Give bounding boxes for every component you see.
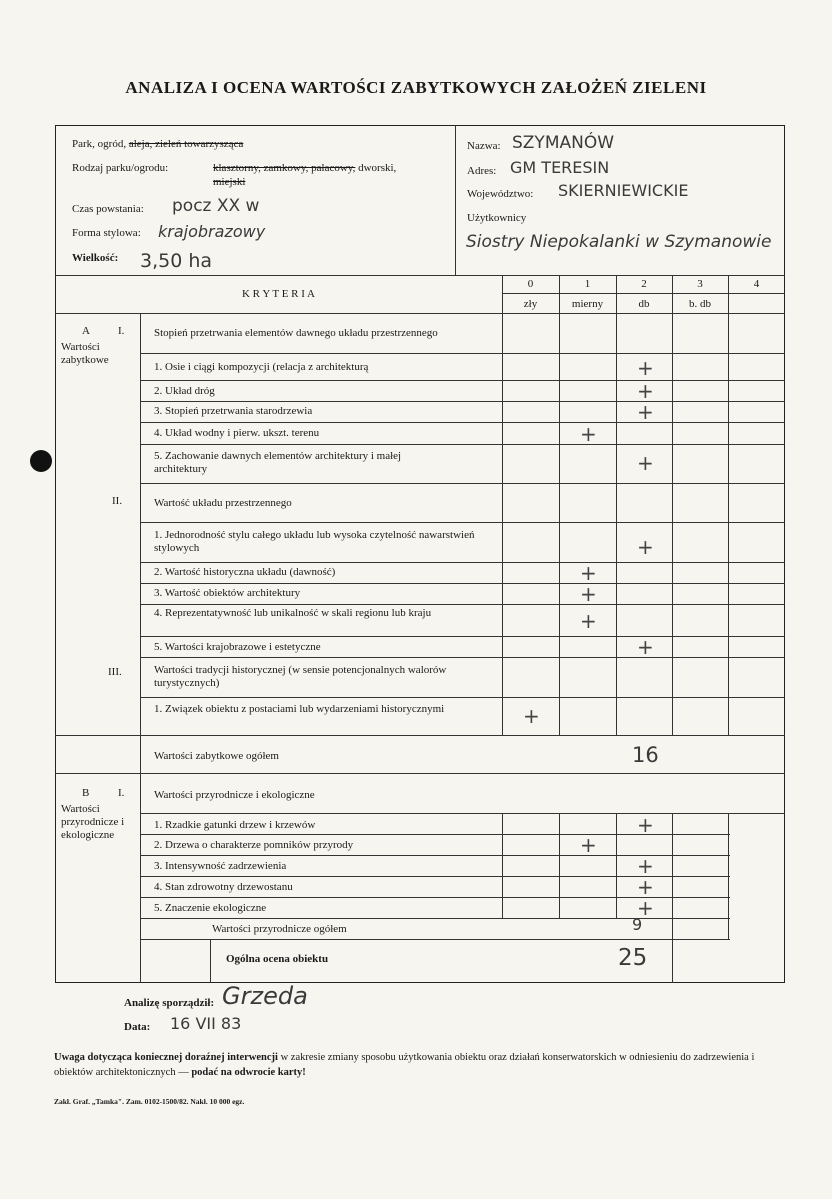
a2-heading: Wartość układu przestrzennego (154, 497, 292, 509)
rating-mark-b-4: + (637, 875, 654, 899)
section-a-roman: I. (118, 325, 125, 337)
b-item-1: 1. Rzadkie gatunki drzew i krzewów (154, 819, 316, 831)
intervention-note: Uwaga dotycząca koniecznej doraźnej interwencji w zakresie zmiany sposobu użytkowania obiektu oraz działań konserwatorskich w odniesieniu do zadrzewienia i obiektów architektonicznych — podać na odwrocie karty! (54, 1052, 755, 1078)
rating-mark-a2-1: + (637, 535, 654, 559)
rating-mark-b-3: + (637, 854, 654, 878)
grade-0: zły (523, 298, 538, 310)
type-label: Rodzaj parku/ogrodu: (72, 162, 169, 174)
type-options: klasztorny, zamkowy, pałacowy, dworski, (213, 162, 397, 174)
users-label: Użytkownicy (467, 212, 527, 224)
rating-mark-a1-5: + (637, 451, 654, 475)
style-label: Forma stylowa: (72, 227, 141, 239)
section-b-title: Wartości przyrodnicze i ekologiczne (61, 803, 125, 841)
park-label: Park, ogród, aleja, zieleń towarzysząca (72, 138, 244, 150)
date-label: Data: (124, 1021, 151, 1033)
criteria-num-0: 0 (527, 278, 534, 290)
rating-mark-a2-5: + (637, 635, 654, 659)
section-b-roman: I. (118, 787, 125, 799)
rating-mark-a3-1: + (523, 704, 540, 728)
section-a-letter: A (82, 325, 90, 337)
voivodeship-value: SKIERNIEWICKIE (558, 181, 689, 200)
a2-item-1: 1. Jednorodność stylu całego układu lub wysoka czytelność nawarstwień stylowych (154, 529, 475, 554)
b-heading: Wartości przyrodnicze i ekologiczne (154, 789, 315, 801)
prepared-label: Analizę sporządził: (124, 997, 215, 1009)
a2-item-5: 5. Wartości krajobrazowe i estetyczne (154, 641, 321, 653)
rating-mark-a2-4: + (580, 609, 597, 633)
grade-2: db (638, 298, 650, 310)
overall-label: Ogólna ocena obiektu (226, 953, 329, 965)
rating-mark-a2-2: + (580, 561, 597, 585)
a3-heading: Wartości tradycji historycznej (w sensie potencjonalnych walorów turystycznych) (154, 664, 447, 689)
criteria-label: K R Y T E R I A (241, 288, 316, 300)
rating-mark-b-1: + (637, 813, 654, 837)
a1-item-5: 5. Zachowanie dawnych elementów architektury i małej architektury (154, 450, 402, 475)
users-value: Siostry Niepokalanki w Szymanowie (466, 232, 772, 252)
rating-mark-a1-2: + (637, 379, 654, 403)
a2-item-3: 3. Wartość obiektów architektury (154, 587, 301, 599)
a1-heading: Stopień przetrwania elementów dawnego układu przestrzennego (154, 327, 438, 339)
rating-mark-b-2: + (580, 833, 597, 857)
grade-3: b. db (689, 298, 711, 310)
a1-item-2: 2. Układ dróg (154, 385, 215, 397)
date-value: 16 VII 83 (170, 1014, 242, 1033)
a-total-value: 16 (632, 743, 659, 767)
address-label: Adres: (467, 165, 497, 177)
rating-mark-a1-1: + (637, 356, 654, 380)
a1-item-3: 3. Stopień przetrwania starodrzewia (154, 405, 313, 417)
b-item-4: 4. Stan zdrowotny drzewostanu (154, 881, 293, 893)
address-value: GM TERESIN (510, 158, 610, 177)
form-title: ANALIZA I OCENA WARTOŚCI ZABYTKOWYCH ZAŁOŻEŃ ZIELENI (125, 78, 707, 97)
criteria-num-1: 1 (584, 278, 591, 290)
rating-mark-a2-3: + (580, 582, 597, 606)
rating-mark-a1-3: + (637, 400, 654, 424)
time-value: pocz XX w (172, 196, 260, 216)
b-item-3: 3. Intensywność zadrzewienia (154, 860, 287, 872)
section-a-title: Wartości zabytkowe (61, 341, 109, 366)
criteria-num-4: 4 (753, 278, 760, 290)
size-label: Wielkość: (72, 252, 119, 264)
a1-item-1: 1. Osie i ciągi kompozycji (relacja z architekturą (154, 361, 369, 373)
b-total-label: Wartości przyrodnicze ogółem (212, 923, 347, 935)
overall-value: 25 (618, 945, 648, 971)
style-value: krajobrazowy (158, 222, 266, 241)
a-total-label: Wartości zabytkowe ogółem (154, 750, 279, 762)
a2-item-2: 2. Wartość historyczna układu (dawność) (154, 566, 336, 578)
rating-mark-a1-4: + (580, 422, 597, 446)
name-label: Nazwa: (467, 140, 501, 152)
time-label: Czas powstania: (72, 203, 144, 215)
criteria-num-2: 2 (641, 278, 647, 290)
criteria-num-3: 3 (697, 278, 703, 290)
section-b-letter: B (82, 787, 90, 799)
rating-mark-b-5: + (637, 896, 654, 920)
a2-roman: II. (112, 495, 123, 507)
b-total-value: 9 (632, 915, 643, 934)
a1-item-4: 4. Układ wodny i pierw. ukszt. terenu (154, 427, 320, 439)
punch-hole (30, 450, 52, 472)
name-value: SZYMANÓW (512, 133, 615, 153)
grade-1: mierny (571, 298, 604, 310)
voivodeship-label: Województwo: (467, 188, 534, 200)
a3-item-1: 1. Związek obiektu z postaciami lub wydarzeniami historycznymi (154, 703, 445, 715)
size-value: 3,50 ha (140, 250, 213, 272)
b-item-2: 2. Drzewa o charakterze pomników przyrody (154, 839, 354, 851)
type-option-city: miejski (213, 176, 246, 188)
printer-info: Zakł. Graf. „Tamka". Zam. 0102-1500/82. Nakł. 10 000 egz. (54, 1097, 245, 1106)
b-item-5: 5. Znaczenie ekologiczne (154, 902, 267, 914)
prepared-signature: Grzeda (222, 982, 308, 1010)
a3-roman: III. (108, 666, 122, 678)
a2-item-4: 4. Reprezentatywność lub unikalność w skali regionu lub kraju (154, 607, 432, 619)
